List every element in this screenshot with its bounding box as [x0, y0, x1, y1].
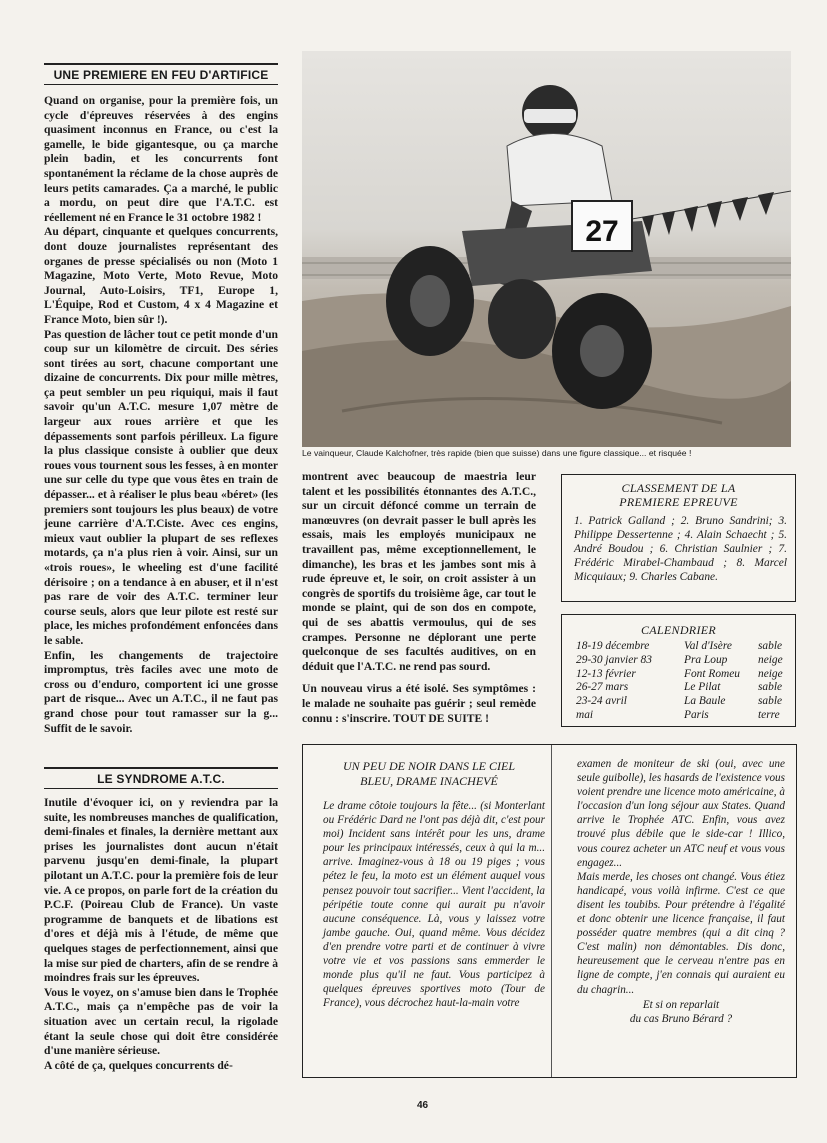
classement-results: 1. Patrick Galland ; 2. Bruno Sandrini; 3. Philippe Dessertenne ; 4. Alain Schaecht ; 5. André Boudou ; 6. Christian Saulnier ; 7. Frédéric Mirabel-Chambaud ; 8. Marcel Micquiaux; 9. Charles Cabane. [574, 515, 787, 583]
paragraph: Vous le voyez, on s'amuse bien dans le Trophée A.T.C., mais ça n'empêche pas de voir la situation avec un certain recul, la rigolade étant la seule chose qui doit être considérée d'une manière sérieuse. [44, 985, 278, 1058]
classement-subtitle: PREMIERE EPREUVE [619, 495, 738, 509]
closing-line: Et si on reparlait [642, 998, 720, 1011]
calendrier-title: CALENDRIER [641, 623, 716, 637]
classement-box [561, 474, 796, 602]
calendrier-list [576, 640, 795, 723]
calendar-row: 12-13 février Font Romeu neige [576, 667, 783, 680]
photo-caption: Le vainqueur, Claude Kalchofner, très rapide (bien que suisse) dans une figure classique... et risquée ! [302, 448, 692, 458]
calendar-row: 26-27 mars Le Pilat sable [576, 681, 783, 694]
calendar-row: mai Paris terre [576, 708, 780, 721]
calendar-row: 29-30 janvier 83 Pra Loup neige [576, 653, 783, 666]
closing-line: du cas Bruno Bérard ? [629, 1012, 733, 1025]
section-title-premiere: UNE PREMIERE EN FEU D'ARTIFICE [44, 63, 278, 85]
drame-box [302, 744, 797, 1078]
article-column-2 [44, 796, 278, 1073]
race-number: 27 [585, 215, 619, 248]
article-column-1 [44, 94, 278, 736]
classement-title: CLASSEMENT DE LA [621, 481, 736, 495]
paragraph: Pas question de lâcher tout ce petit monde d'un coup sur un kilomètre de circuit. Des séries sont tirées au sort, chacune comportant une dizaine de concurrents. Dix pour mille mètres, ça peut sembler un peu riquiqui, mais il faut savoir qu'un A.T.C. mesure 1,07 mètre de largeur aux roues arrière et que les dépassements sont parfois périlleux. La figure la plus classique consiste à oublier que deux roues vous tournent sous les fesses, à en monter une sur celle du type que vous êtes en train de dépasser... et à réaliser le plus beau «béret» (les premiers sont toujours les plus beaux) de votre jeune carrière d'A.T.Ciste. Avec ces engins, mieux vaut oublier la plupart de ses reflexes motards, ça n'a plus rien à voir. Ainsi, sur un «trois roues», le wheeling est d'une facilité dérisoire ; on a tendance à en abuser, et il n'est pas rare de voir des A.T.C. terminer leur course seuls, alors que leur pilote est resté sur place, les miches profondément enfoncées dans le sable. [44, 327, 278, 647]
section-title-syndrome: LE SYNDROME A.T.C. [44, 767, 278, 789]
atc-jump-photo [302, 51, 791, 447]
calendar-row: 23-24 avril La Baule sable [576, 695, 783, 708]
paragraph: A côté de ça, quelques concurrents dé- [44, 1058, 233, 1072]
calendrier-box [561, 614, 796, 727]
paragraph: Quand on organise, pour la première fois, un cycle d'épreuves réservées à des engins quasiment inconnus en France, ou c'est la gamelle, le bide gigantesque, ou ça marche plein badin, et les concurrents font spontanément la réclame de la chose auprès de leurs petits camarades. Ça a marché, le public a mordu, on peut dire que l'A.T.C. est réellement né en France le 31 octobre 1982 ! [44, 94, 278, 224]
paragraph: Enfin, les changements de trajectoire impromptus, très faciles avec une moto de cross ou d'enduro, comportent ici une grosse part de risque... Avec un A.T.C., il ne faut pas grand chose pour tout ramasser sur la g... Suffit de le savoir. [44, 648, 278, 735]
paragraph: Au départ, cinquante et quelques concurrents, dont douze journalistes représentant des organes de presse spécialisés ou non (Moto 1 Magazine, Moto Verte, Moto Revue, Moto Journal, Auto-Loisirs, TF1, Europe 1, L'Équipe, Rod et Custom, 4 x 4 Magazine et France Moto, bien sûr !). [44, 225, 278, 326]
page-number: 46 [417, 1100, 429, 1111]
drame-title: UN PEU DE NOIR DANS LE CIEL BLEU, DRAME INACHEVÉ [343, 759, 515, 788]
drame-column-2: examen de moniteur de ski (oui, avec une seule guibolle), les hasards de l'existence vous voient prendre une licence moto américaine, à l'occasion d'un long séjour aux States. Quand arrive le Trophée ATC. Enfin, vous avez trouvé plus débile que le side-car ! Illico, vous courez acheter un ATC neuf et vous vous engagez... Mais merde, les choses ont changé. Vous étiez handicapé, vous voilà infirme. C'est ce que disent les toubibs. Pour prétendre à l'égalité et donc obtenir une licence française, il faut posséder quatre membres (qui a dit cinq ? C'est malin) non démontables. Dis donc, heureusement que le cerveau n'entre pas en ligne de compte, j'en connais qui auraient eu du chagrin... Et si on reparlait du cas Bruno Bérard ? [577, 758, 785, 1025]
drame-column-1: Le drame côtoie toujours la fête... (si Monterlant ou Frédéric Dard ne l'ont pas déjà dit, c'est pour moi) Incident sans intérêt pour les uns, drame pour les principaux intéressés, ceux à qui la m... arrive. Imaginez-vous à 18 ou 19 piges ; vous pétez le feu, la moto est un élément auquel vous pensez pouvoir tout sacrifier... Vient l'accident, la péripétie toute conne qui aurait pu n'avoir aucune conséquence. Là, vous y laissez votre jambe gauche. Oui, quand même. Vous décidez d'en prendre votre parti et de continuer à vivre votre vie et vos passions sans emmerder le monde plus qu'il ne faut. Vous participez à quelques épreuves sportives moto (Tour de France), vous décrochez haut-la-main votre [323, 800, 545, 1010]
paragraph: Un nouveau virus a été isolé. Ses symptômes : le malade ne souhaite pas guérir ; seul remède connu : s'inscrire. TOUT DE SUITE ! [302, 682, 536, 725]
column-divider [551, 745, 552, 1077]
paragraph: montrent avec beaucoup de maestria leur talent et les possibilités étonnantes des A.T.C., sur un circuit défoncé comme un terrain de manœuvres (on devrait passer le bull après les essais, mais les employés municipaux ne travaillent pas, même exceptionnellement, le dimanche), les bras et les jambes sont mis à rude épreuve et, le soir, on croit assister à un congrès de sportifs du troisième âge, car tout le monde se plaint, qui de son dos en compote, qui de ses abattis vermoulus, qui de ses crampes. Personne ne déplorant une perte quelconque de ses facultés auditives, on en déduit que l'A.T.C. ne rend pas sourd. [302, 470, 536, 673]
paragraph: Inutile d'évoquer ici, on y reviendra par la suite, les nombreuses manches de qualification, demi-finales et finales, la dernière mettant aux prises les journalistes dont aucun n'était parvenu jusqu'en demi-finale, la plupart pilotant un A.T.C. pour la première fois de leur vie. A ce propos, on parle fort de la création du P.C.F. (Poireau Club de France). Un vaste programme de banquets et de libations est d'ores et déjà mis à l'étude, de même que quelques stages de perfectionnement, ainsi que la mise sur pied de charters, afin de se rendre à moindres frais sur les épreuves. [44, 796, 278, 985]
calendar-row: 18-19 décembre Val d'Isère sable [576, 640, 783, 652]
article-column-3 [302, 470, 536, 726]
